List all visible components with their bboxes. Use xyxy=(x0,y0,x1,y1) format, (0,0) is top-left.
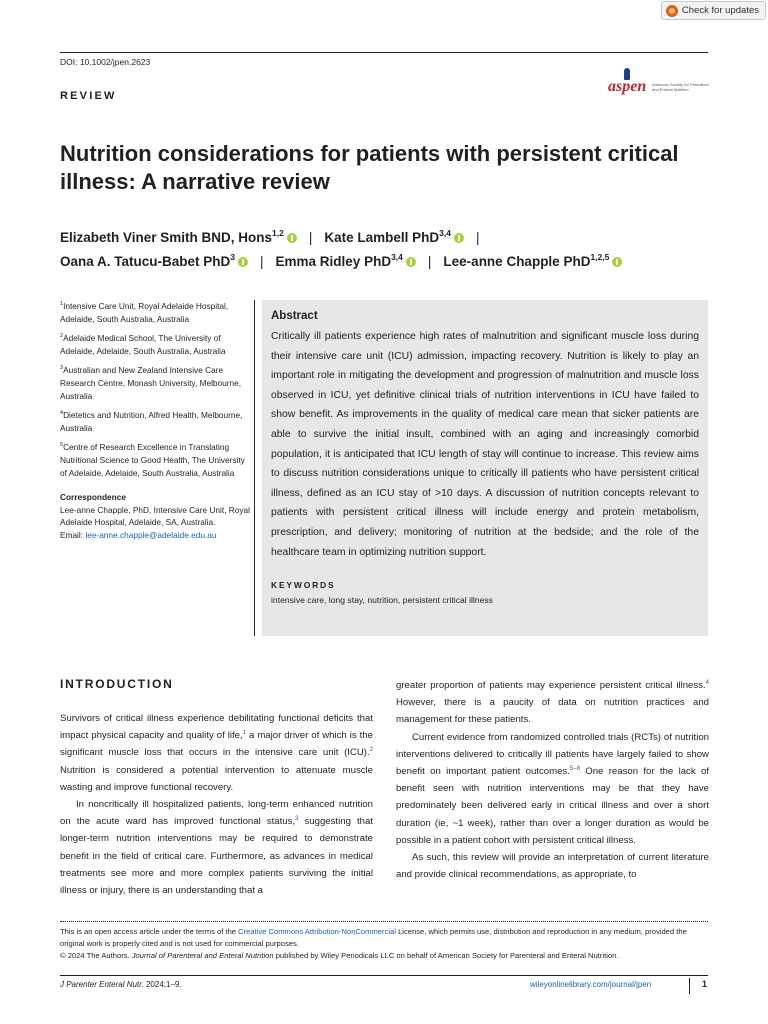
author-name: Oana A. Tatucu-Babet PhD xyxy=(60,254,231,269)
affiliation-item xyxy=(60,441,250,479)
author-list xyxy=(60,226,720,274)
license-text: License, which permits use, distribution and reproduction in any medium, provided the original work is properly cited and is not used for commercial purposes. xyxy=(60,927,687,949)
footer-divider xyxy=(689,978,690,994)
journal-url-link[interactable]: wileyonlinelibrary.com/journal/jpen xyxy=(530,980,652,989)
affiliations xyxy=(60,300,250,542)
header-rule xyxy=(60,52,708,53)
reference-link[interactable]: 1 xyxy=(242,730,247,737)
author-separator: | xyxy=(476,230,480,245)
correspondence-heading: Correspondence xyxy=(60,492,126,503)
affiliation-item xyxy=(60,300,250,325)
affiliation-item xyxy=(60,364,250,402)
body-paragraph xyxy=(60,710,373,796)
reference-link[interactable]: 4 xyxy=(705,680,709,686)
logo-wordmark: aspen xyxy=(608,78,647,95)
affiliation-number: 4 xyxy=(60,410,64,417)
affiliation-text: Australian and New Zealand Intensive Care Research Centre, Monash University, Melbourne, Australia xyxy=(60,365,242,401)
paragraph-text: One reason for the lack of benefit seen with nutrition interventions may be that they have predominately been delivered early in critical illness and over a short duration (ie, ~1 week), rather than over a longer duration as would be possible in a patient cohort with persistent critical illness. xyxy=(396,766,709,846)
abstract-divider xyxy=(254,300,255,636)
email-link[interactable]: lee-anne.chapple@adelaide.edu.au xyxy=(85,529,217,540)
body-paragraph xyxy=(60,796,373,899)
citation-year-pages: 2024;1–9. xyxy=(143,980,182,989)
keywords-heading: KEYWORDS xyxy=(271,580,336,591)
article-type: REVIEW xyxy=(60,90,117,102)
body-paragraph xyxy=(396,677,709,729)
orcid-icon[interactable] xyxy=(612,257,622,267)
check-for-updates-label: Check for updates xyxy=(681,5,759,16)
affiliation-item xyxy=(60,332,250,357)
paragraph-text: Nutrition is considered a potential intervention to attenuate muscle wasting and improve functional recovery. xyxy=(60,764,373,793)
author-affiliation-sup: 3,4 xyxy=(439,228,451,238)
affiliation-text: Centre of Research Excellence in Translating Nutritional Science to Good Health, The University of Adelaide, Adelaide, South Australia, Australia xyxy=(60,442,245,478)
correspondence-email-line xyxy=(60,529,250,542)
journal-citation xyxy=(60,980,182,989)
orcid-icon[interactable] xyxy=(287,233,297,243)
author-separator: | xyxy=(427,254,432,269)
author-separator: | xyxy=(308,230,313,245)
license-text: This is an open access article under the terms of the xyxy=(60,927,239,936)
page-number: 1 xyxy=(702,979,708,989)
reference-link[interactable]: 5–8 xyxy=(569,766,580,773)
license-notice xyxy=(60,926,710,963)
paragraph-text: a major driver of which is the significant muscle loss that occurs in the intensive care unit (ICU). xyxy=(60,730,373,759)
journal-name: Journal of Parenteral and Enteral Nutrition xyxy=(131,951,274,961)
paragraph-text: suggesting that longer-term nutrition interventions may be required to demonstrate benefit in the field of critical care. Furthermore, as advances in medical treatments see more and more complex patients surviving the initial illness or injury, there is an understanding that a xyxy=(60,816,373,897)
license-link[interactable]: Creative Commons Attribution-NonCommercial xyxy=(238,927,396,936)
doi[interactable]: DOI: 10.1002/jpen.2623 xyxy=(60,57,151,67)
body-paragraph: As such, this review will provide an interpretation of current literature and provide clinical recommendations, as appropriate, to xyxy=(396,852,709,881)
license-divider xyxy=(60,921,708,922)
affiliation-number: 3 xyxy=(60,365,64,372)
section-heading-introduction: INTRODUCTION xyxy=(60,677,174,691)
check-for-updates-button[interactable] xyxy=(661,1,766,20)
affiliation-text: Dietetics and Nutrition, Alfred Health, Melbourne, Australia xyxy=(60,410,243,433)
orcid-icon[interactable] xyxy=(454,233,464,243)
affiliation-text: Intensive Care Unit, Royal Adelaide Hospital, Adelaide, South Australia, Australia xyxy=(60,301,229,324)
abstract-heading: Abstract xyxy=(271,310,318,322)
author-name: Emma Ridley PhD xyxy=(275,254,392,269)
copyright-text: © 2024 The Authors. xyxy=(60,951,132,961)
affiliation-text: Adelaide Medical School, The University of Adelaide, Adelaide, South Australia, Australia xyxy=(60,333,226,356)
paragraph-text: greater proportion of patients may experience persistent critical illness. xyxy=(396,680,706,691)
paragraph-text: Survivors of critical illness experience debilitating functional deficits that impact physical capacity and quality of life, xyxy=(60,713,373,742)
author-affiliation-sup: 3 xyxy=(230,252,236,262)
body-column-right xyxy=(396,677,709,883)
paragraph-text: Current evidence from randomized controlled trials (RCTs) of nutrition interventions delivered to critically ill patients have largely failed to show benefit on important patient outcomes. xyxy=(396,731,709,778)
keywords-text: intensive care, long stay, nutrition, persistent critical illness xyxy=(271,595,493,606)
paragraph-text: However, there is a paucity of data on nutrition practices and management for these patients. xyxy=(396,697,709,726)
footer-rule xyxy=(60,975,708,976)
journal-abbrev: J Parenter Enteral Nutr. xyxy=(60,980,144,989)
crossmark-icon xyxy=(666,5,678,17)
affiliation-number: 1 xyxy=(60,301,64,307)
logo-tagline: American Society for Parenteral and Enteral Nutrition xyxy=(652,82,709,92)
reference-link[interactable]: 3 xyxy=(295,816,299,823)
body-column-left xyxy=(60,676,373,899)
correspondence-text: Lee-anne Chapple, PhD, Intensive Care Unit, Royal Adelaide Hospital, Adelaide, SA, Australia. xyxy=(60,504,251,528)
abstract-text: Critically ill patients experience high rates of malnutrition and significant muscle loss during their intensive care unit (ICU) admission, impacting recovery. Nutrition is likely to play an important role in mitigating the development and progression of malnutrition and muscle loss observed in ICU, yet definitive clinical trials of nutrition interventions in ICU have failed to show benefit. As improvements in the quality of medical care mean that sicker patients are able to survive the initial insult, combined with an aging and increasingly comorbid population, it is anticipated that ICU length of stay will continue to increase. This review aims to discuss nutrition considerations unique to critically ill patients who have persistent critical illness, defined as an ICU stay of >10 days. A discussion of nutrition concepts relevant to patients with persistent critical illness will include energy and protein metabolism, prescription, and delivery; monitoring of nutrition at the bedside; and the role of the healthcare team in optimizing nutrition support. xyxy=(271,331,699,558)
author-name: Kate Lambell PhD xyxy=(324,230,440,245)
orcid-icon[interactable] xyxy=(238,257,248,267)
aspen-logo xyxy=(606,68,712,100)
email-label: Email: xyxy=(60,529,86,540)
paragraph-text: In noncritically ill hospitalized patients, long-term enhanced nutrition on the acute ward has improved functional status, xyxy=(60,799,373,828)
affiliation-number: 2 xyxy=(60,333,64,340)
affiliation-number: 5 xyxy=(60,442,64,449)
body-paragraph xyxy=(396,729,709,849)
reference-link[interactable]: 2 xyxy=(369,747,373,754)
author-name: Elizabeth Viner Smith BND, Hons xyxy=(60,230,273,245)
article-title: Nutrition considerations for patients with persistent critical illness: A narrative review xyxy=(60,141,679,194)
abstract-panel xyxy=(262,300,708,636)
author-affiliation-sup: 1,2 xyxy=(272,228,284,238)
affiliation-item xyxy=(60,409,250,434)
author-name: Lee-anne Chapple PhD xyxy=(443,254,591,269)
author-affiliation-sup: 1,2,5 xyxy=(590,252,610,262)
author-separator: | xyxy=(260,254,264,269)
orcid-icon[interactable] xyxy=(406,257,416,267)
author-affiliation-sup: 3,4 xyxy=(391,252,403,262)
copyright-text: published by Wiley Periodicals LLC on behalf of American Society for Parenteral and Enteral Nutrition. xyxy=(273,951,619,961)
